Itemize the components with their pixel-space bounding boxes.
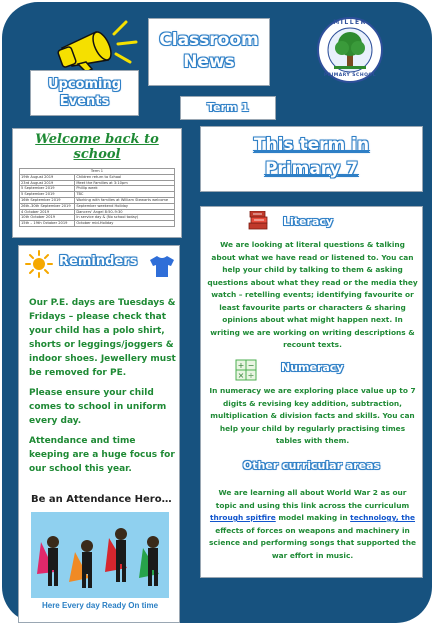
date-cell: 26th–30th September 2019 [20,203,75,209]
title-box [148,18,270,86]
table-row [20,221,175,227]
upcoming-events-box [30,70,139,116]
svg-text:×: × [237,371,245,380]
event-cell: Working with families at William Stewarts welcome [75,197,175,203]
other-text-part-2: model making in [275,513,351,522]
sun-icon [25,250,53,278]
other-curricular-heading: Other curricular areas [242,459,381,472]
reminders-heading: Reminders [59,254,138,269]
logo-top-text: MILLER [333,19,367,26]
tshirt-icon [149,254,175,278]
welcome-title: Welcome back to school [35,132,159,162]
table-row [20,197,175,203]
date-cell: 19th August 2019 [20,174,75,180]
date-cell: 15th – 19th October 2019 [20,221,75,227]
other-curricular-text [207,487,418,562]
reminders-box [18,245,180,623]
books-icon [247,211,269,231]
date-cell: 23rd August 2019 [20,180,75,186]
numeracy-text: In numeracy we are exploring place value up to 7 digits & revising key addition, subtraction, multiplication & division facts and skills. You can help your child by regularly practising times tables with them. [209,386,416,445]
event-cell: TBC [75,192,175,198]
title-line-2: News [183,52,235,72]
term-box [180,96,276,120]
this-term-box [200,126,423,192]
events-line-2: Events [59,94,110,109]
event-cell: September weekend Holiday [75,203,175,209]
other-text-part-1: We are learning all about World War 2 as our topic and using this link across the curriculum [215,488,410,510]
date-cell: 16th September 2019 [20,197,75,203]
megaphone-icon [56,14,142,72]
other-text-part-3: effects of forces on weapons and machinery in science and performing songs that supported the war effort in music. [209,525,416,560]
this-term-heading [201,127,422,181]
literacy-text: We are looking at literal questions & talking about what we have read or listened to. You can help your child by talking to them & asking questions about what they read or the media they watch – retelling events; identifying favourite or least favourite parts or characters & sharing opinions about what might happen next. In writing we are working on writing descriptions & recount texts. [207,240,418,349]
this-term-line-2: Primary 7 [264,159,359,179]
svg-text:÷: ÷ [247,371,255,380]
school-logo [316,16,384,84]
table-header: Term 1 [20,169,175,175]
term-label: Term 1 [207,101,249,114]
term-dates-table [19,168,175,227]
curriculum-box [200,206,423,578]
reminder-uniform: Please ensure your child comes to school in uniform every day. [29,388,167,426]
spitfire-link[interactable]: through spitfire [209,513,276,522]
event-cell: Phillip week [75,186,175,192]
svg-text:+: + [237,361,245,370]
page-title [149,19,269,73]
term-rows [20,174,175,226]
numeracy-heading: Numeracy [281,361,344,374]
event-cell: October mid-Holiday [75,221,175,227]
date-cell: 5 September 2019 [20,186,75,192]
event-cell: Meet the Families at 3:10pm [75,180,175,186]
welcome-box [12,128,182,238]
event-cell: Dancers' Angel 8:50–9:30 [75,209,175,215]
literacy-heading: Literacy [283,215,334,228]
reminder-attendance: Attendance and time keeping are a huge focus for our school this year. [29,436,175,474]
attendance-hero-image [31,512,169,612]
attendance-hero-caption: Here Every day Ready On time [41,601,159,610]
event-cell: In service day & (No school today) [75,215,175,221]
calculator-icon [235,359,257,381]
date-cell: 4 October 2019 [20,209,75,215]
date-cell: 5 September 2019 [20,192,75,198]
svg-text:−: − [247,361,255,370]
this-term-line-1: This term in [253,135,370,155]
date-cell: 10th October 2019 [20,215,75,221]
events-line-1: Upcoming [47,77,122,92]
title-line-1: Classroom [159,30,259,50]
attendance-hero-title: Be an Attendance Hero… [31,494,172,505]
logo-bottom-text: PRIMARY SCHOOL [323,73,377,78]
technology-link[interactable]: technology, the [350,513,416,522]
upcoming-events-heading [31,71,138,110]
event-cell: Children return to School [75,174,175,180]
reminder-pe: Our P.E. days are Tuesdays & Fridays – please check that your child has a polo shirt, shorts or leggings/joggers & indoor shoes. Jewellery must be removed for PE. [29,298,176,378]
reminders-text [29,296,177,482]
